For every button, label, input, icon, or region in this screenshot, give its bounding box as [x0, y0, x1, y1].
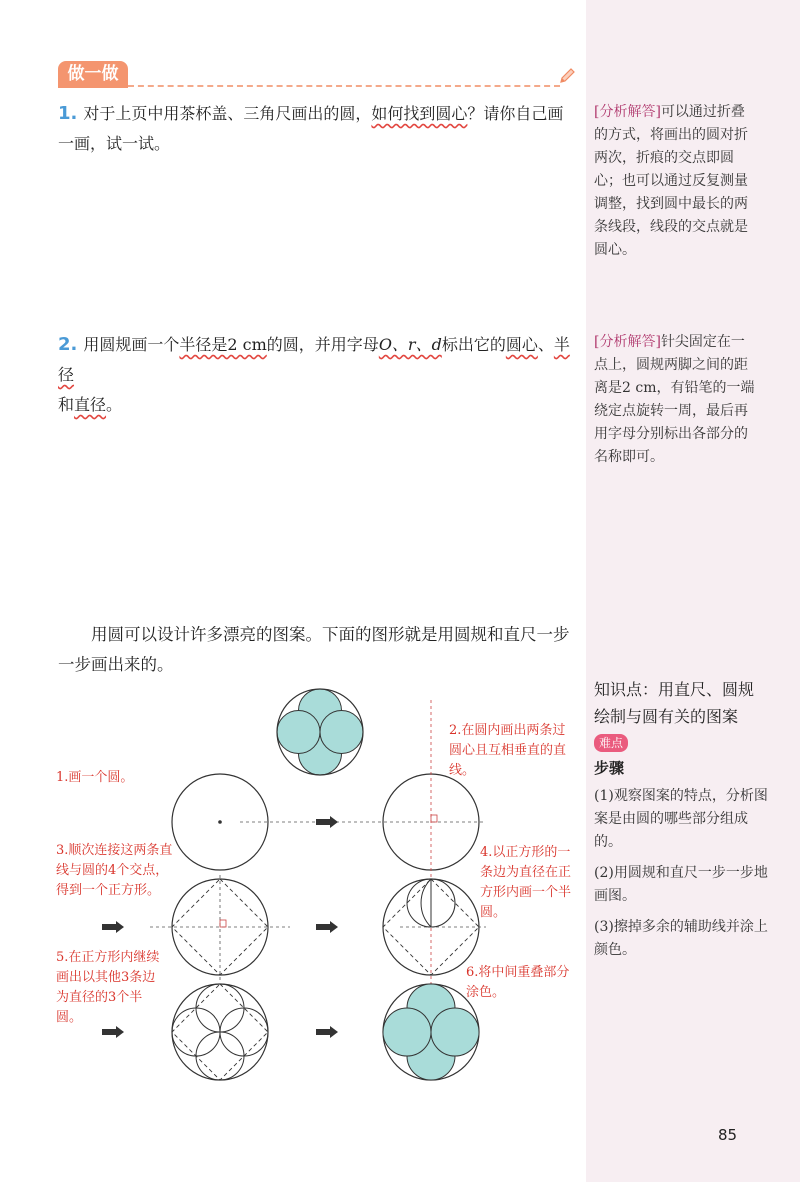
- annotation-step-2: 2.在圆内画出两条过圆心且互相垂直的直线。: [449, 723, 567, 778]
- question-number: 2.: [58, 334, 78, 355]
- note-tag: [分析解答]: [594, 104, 661, 120]
- question-2: 2. 用圆规画一个半径是2 cm的圆，并用字母O、r、d标出它的圆心、半径 和直径。: [58, 334, 570, 414]
- step4-semicircle: [383, 879, 486, 975]
- annotation-step-6: 6.将中间重叠部分涂色。: [466, 965, 570, 1000]
- pencil-icon: [558, 67, 576, 85]
- question-number: 1.: [58, 103, 78, 124]
- dashed-divider: [128, 85, 560, 87]
- page-number: 85: [718, 1126, 738, 1144]
- step-1: (1)观察图案的特点，分析图案是由圆的哪些部分组成的。: [594, 788, 768, 850]
- annotation-step-4: 4.以正方形的一条边为直径在正方形内画一个半圆。: [480, 845, 572, 920]
- knowledge-point: 知识点：用直尺、圆规绘制与圆有关的图案 难点: [594, 680, 755, 750]
- annotation-step-1: 1.画一个圆。: [56, 770, 134, 785]
- note-tag: [分析解答]: [594, 334, 661, 350]
- annotation-step-5: 5.在正方形内继续画出以其他3条边为直径的3个半圆。: [56, 950, 160, 1025]
- steps-title: 步骤: [594, 759, 625, 777]
- section-header: [58, 61, 578, 91]
- final-pattern: [277, 689, 363, 775]
- difficulty-badge: 难点: [594, 734, 628, 752]
- analysis-note-2: [分析解答]针尖固定在一点上，圆规两脚之间的距离是2 cm，有铅笔的一端绕定点旋转一周，最后再用字母分别标出各部分的名称即可。: [594, 334, 755, 465]
- step5-four-semicircles: [172, 984, 268, 1080]
- analysis-note-1: [分析解答]可以通过折叠的方式，将画出的圆对折两次，折痕的交点即圆心；也可以通过反复测量调整，找到圆中最长的两条线段，线段的交点就是圆心。: [594, 104, 748, 258]
- intro-paragraph: 用圆可以设计许多漂亮的图案。下面的图形就是用圆规和直尺一步一步画出来的。: [58, 625, 570, 674]
- section-tab: 做一做: [58, 61, 128, 88]
- step-2: (2)用圆规和直尺一步一步地画图。: [594, 865, 768, 904]
- question-1: 1. 对于上页中用茶杯盖、三角尺画出的圆，如何找到圆心？请你自己画 一画，试一试。: [58, 103, 564, 153]
- step-3: (3)擦掉多余的辅助线并涂上颜色。: [594, 919, 768, 958]
- step6-colored-pattern: [383, 984, 479, 1080]
- annotation-step-3: 3.顺次连接这两条直线与圆的4个交点，得到一个正方形。: [56, 843, 173, 898]
